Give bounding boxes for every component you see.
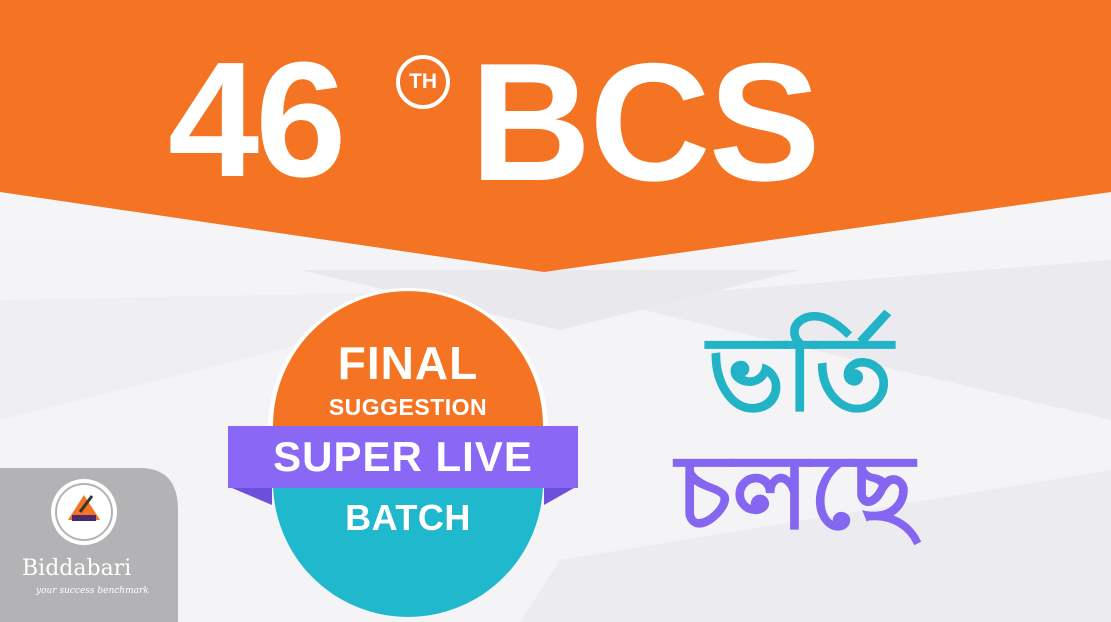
badge-line-batch: BATCH [345,497,471,538]
badge-ribbon [228,426,578,488]
admission-line-1: ভর্তি [707,313,893,435]
badge-ribbon-text: SUPER LIVE [273,433,533,480]
admission-line-2: চলছে [675,431,915,553]
ordinal-badge [396,55,450,109]
ordinal-text: TH [409,70,437,93]
headline-title: BCS [470,28,819,216]
badge-line-suggestion: SUGGESTION [328,394,488,420]
headline [0,0,1111,240]
logo-brand: Biddabari [22,556,132,581]
badge-line-final: FINAL [337,337,479,389]
headline-number: 46 [168,28,343,211]
logo-tagline: your success benchmark [36,586,149,596]
